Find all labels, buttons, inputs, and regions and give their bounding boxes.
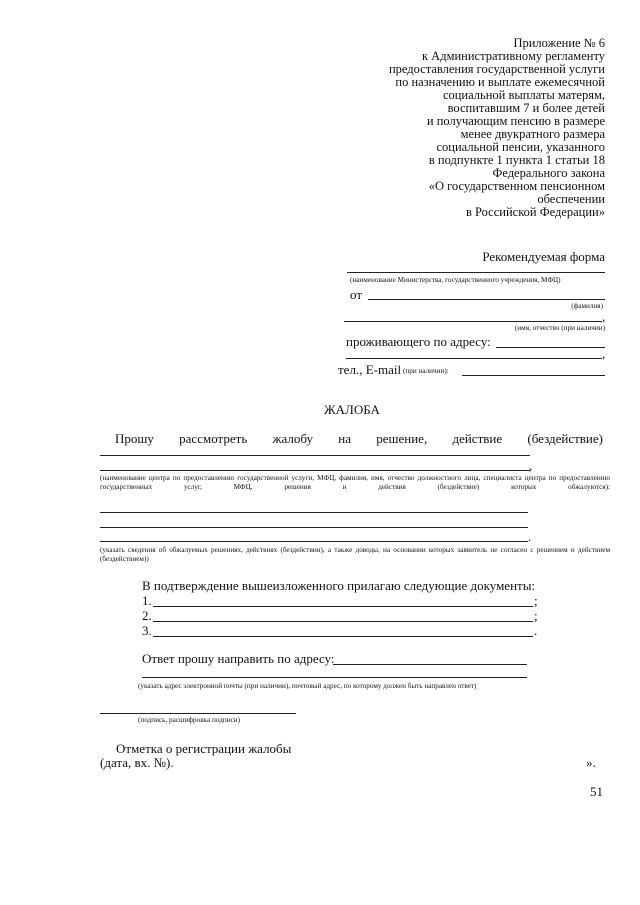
name-caption: (имя, отчество (при наличии) [514, 324, 605, 332]
document-field-1[interactable] [153, 606, 533, 607]
document-item-end: ; [534, 593, 538, 608]
reply-label: Ответ прошу направить по адресу: [142, 651, 335, 666]
appendix-line: социальной выплаты матерям, [442, 88, 605, 102]
request-word: рассмотреть [179, 431, 248, 446]
page-number: 51 [590, 784, 603, 799]
request-line [115, 432, 603, 446]
registration-close: ». [586, 755, 596, 770]
appendix-line: в подпункте 1 пункта 1 статьи 18 [428, 153, 605, 167]
complaint-field-5[interactable] [100, 541, 528, 542]
appendix-line: в Российской Федерации» [465, 205, 605, 219]
document-item-end: . [534, 623, 538, 638]
from-label: от [350, 287, 363, 302]
phone-label: тел., E-mail [338, 362, 402, 377]
documents-intro: В подтверждение вышеизложенного прилагаю следующие документы: [142, 578, 536, 593]
request-word: решение, [376, 431, 428, 446]
appendix-line: предоставления государственной услуги [388, 62, 605, 76]
signature-field[interactable] [100, 713, 296, 714]
reply-caption: (указать адрес электронной почты (при наличии), почтовый адрес, по которому должен быть направлен ответ) [138, 682, 477, 690]
reply-address-field-2[interactable] [142, 677, 527, 678]
comma: , [602, 309, 606, 324]
document-item-number: 3. [142, 623, 152, 638]
complaint-field-2[interactable] [100, 470, 530, 471]
request-word: (бездействие) [527, 431, 603, 446]
appendix-line: Федерального закона [492, 166, 605, 180]
complaint-field-1[interactable] [100, 455, 530, 456]
document-field-3[interactable] [153, 636, 533, 637]
surname-caption: (фамилия) [571, 302, 603, 310]
request-word: на [338, 431, 351, 446]
request-word: Прошу [115, 431, 154, 446]
comma: , [529, 458, 533, 473]
document-item-number: 1. [142, 593, 152, 608]
name-field[interactable] [344, 321, 602, 322]
appendix-line: обеспечении [537, 192, 605, 206]
reply-address-field[interactable] [333, 664, 527, 665]
surname-field[interactable] [368, 299, 605, 300]
appendix-line: менее двукратного размера [460, 127, 605, 141]
phone-field[interactable] [462, 375, 605, 376]
complaint-field-3[interactable] [100, 512, 528, 513]
address-field-2[interactable] [346, 358, 602, 359]
phone-caption: (при наличии): [403, 367, 449, 375]
document-title: ЖАЛОБА [324, 402, 380, 417]
registration-line-2: (дата, вх. №). [100, 755, 174, 770]
caption-1: (наименование центра по предоставлению государственной услуги, МФЦ, фамилия, имя, отчество должностного лица, специалиста центра по предоставлению государственных услуг, МФЦ, решения и действия (бездействие) которых обжалуются): [100, 474, 610, 491]
request-word: жалобу [272, 431, 313, 446]
appendix-line: Приложение № 6 [513, 36, 605, 50]
request-word: действие [452, 431, 503, 446]
comma: , [602, 346, 606, 361]
appendix-line: «О государственном пенсионном [428, 179, 605, 193]
appendix-line: к Административному регламенту [421, 49, 605, 63]
complaint-field-4[interactable] [100, 527, 528, 528]
recommended-form-label: Рекомендуемая форма [482, 249, 605, 264]
document-item-end: ; [534, 608, 538, 623]
appendix-line: по назначению и выплате ежемесячной [395, 75, 605, 89]
registration-line-1: Отметка о регистрации жалобы [116, 741, 292, 756]
ministry-field[interactable] [347, 272, 605, 273]
document-field-2[interactable] [153, 621, 533, 622]
address-field[interactable] [496, 347, 605, 348]
caption-2: (указать сведения об обжалуемых решениях, действиях (бездействии), а также доводы, на основании которых заявитель не согласен с решением и действием (бездействием)) [100, 546, 610, 563]
appendix-line: социальной пенсии, указанного [436, 140, 605, 154]
address-label: проживающего по адресу: [346, 334, 491, 349]
appendix-line: и получающим пенсию в размере [426, 114, 605, 128]
signature-caption: (подпись, расшифровка подписи) [138, 716, 241, 724]
document-item-number: 2. [142, 608, 152, 623]
appendix-line: воспитавшим 7 и более детей [447, 101, 605, 115]
period: . [528, 529, 532, 544]
appendix-block [245, 37, 605, 219]
ministry-caption: (наименование Министерства, государственного учреждения, МФЦ) [350, 276, 561, 284]
